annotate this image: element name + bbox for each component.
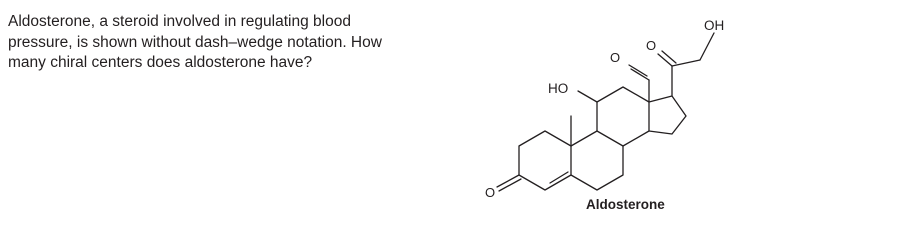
aldehyde-oxygen-label: O	[610, 50, 621, 65]
ketone-oxygen-label: O	[485, 185, 496, 200]
hydroxyl-ho-label: HO	[548, 81, 569, 96]
side-chain-ketone-oxygen-label: O	[646, 38, 657, 53]
ring-c	[578, 87, 649, 146]
ring-a	[497, 131, 571, 191]
compound-name-label: Aldosterone	[586, 197, 665, 212]
hydroxyl-oh-label: OH	[704, 18, 725, 33]
question-line-1: Aldosterone, a steroid involved in regulating blood	[8, 13, 351, 30]
question-line-3: many chiral centers does aldosterone have?	[8, 54, 313, 71]
question-line-2: pressure, is shown without dash–wedge notation. How	[8, 33, 382, 51]
ring-d	[629, 33, 714, 134]
